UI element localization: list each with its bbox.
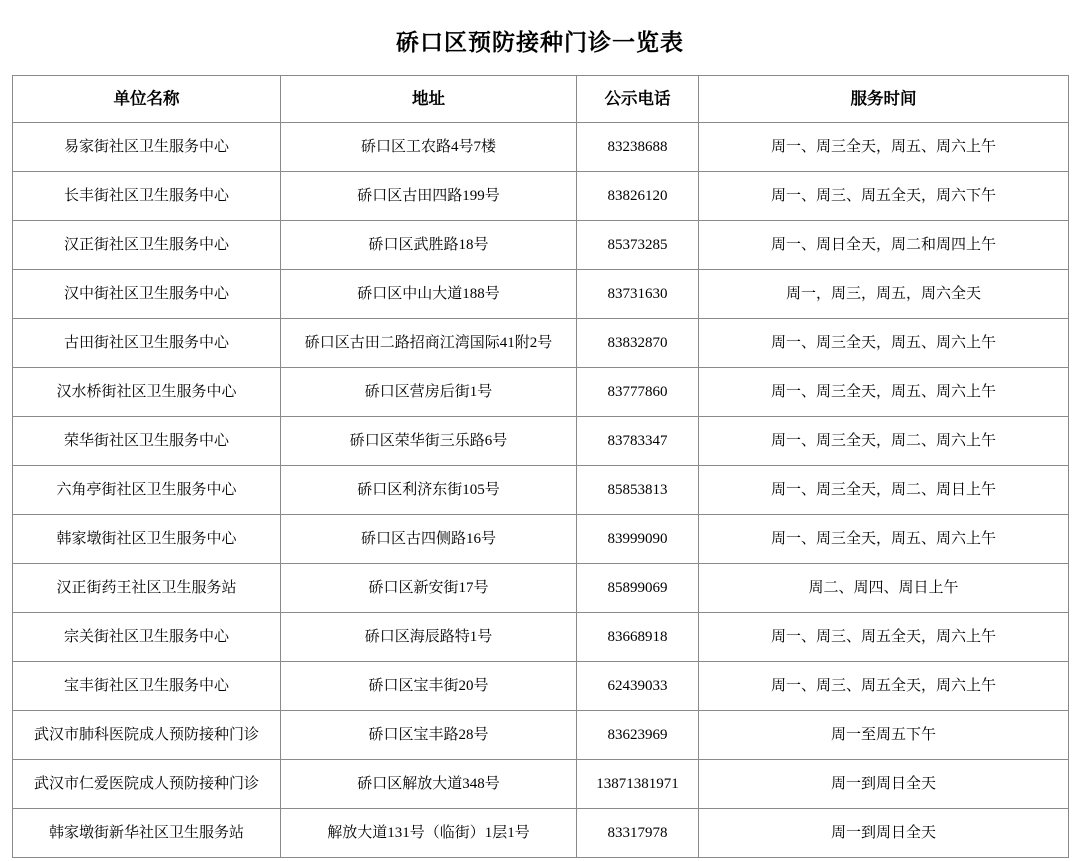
table-row: [13, 613, 1069, 662]
table-body: [13, 123, 1069, 858]
cell-phone: 85853813: [577, 466, 699, 515]
cell-address: 硚口区利济东街105号: [281, 466, 577, 515]
cell-name: 汉中街社区卫生服务中心: [13, 270, 281, 319]
cell-hours: 周一、周日全天，周二和周四上午: [699, 221, 1069, 270]
page-title: 硚口区预防接种门诊一览表: [396, 30, 684, 55]
cell-name: 武汉市肺科医院成人预防接种门诊: [13, 711, 281, 760]
table-row: [13, 711, 1069, 760]
cell-phone: 83317978: [577, 809, 699, 858]
table-row: [13, 172, 1069, 221]
table-row: [13, 221, 1069, 270]
cell-phone: 83777860: [577, 368, 699, 417]
cell-phone: 83832870: [577, 319, 699, 368]
cell-name: 武汉市仁爱医院成人预防接种门诊: [13, 760, 281, 809]
cell-address: 硚口区工农路4号7楼: [281, 123, 577, 172]
cell-name: 古田街社区卫生服务中心: [13, 319, 281, 368]
cell-phone: 62439033: [577, 662, 699, 711]
table-row: [13, 270, 1069, 319]
cell-address: 解放大道131号（临街）1层1号: [281, 809, 577, 858]
cell-name: 汉正街药王社区卫生服务站: [13, 564, 281, 613]
cell-hours: 周一、周三、周五全天，周六上午: [699, 613, 1069, 662]
cell-hours: 周一、周三、周五全天，周六下午: [699, 172, 1069, 221]
cell-address: 硚口区新安街17号: [281, 564, 577, 613]
table-header-row: [13, 76, 1069, 123]
column-header-hours: 服务时间: [699, 76, 1069, 123]
table-header: [13, 76, 1069, 123]
table-row: [13, 466, 1069, 515]
cell-phone: 83238688: [577, 123, 699, 172]
cell-phone: 83668918: [577, 613, 699, 662]
cell-name: 汉水桥街社区卫生服务中心: [13, 368, 281, 417]
table-row: [13, 564, 1069, 613]
cell-name: 汉正街社区卫生服务中心: [13, 221, 281, 270]
cell-hours: 周一、周三全天，周二、周六上午: [699, 417, 1069, 466]
cell-name: 宝丰街社区卫生服务中心: [13, 662, 281, 711]
cell-name: 宗关街社区卫生服务中心: [13, 613, 281, 662]
cell-hours: 周一、周三、周五全天，周六上午: [699, 662, 1069, 711]
table-row: [13, 515, 1069, 564]
cell-phone: 85373285: [577, 221, 699, 270]
cell-name: 韩家墩街新华社区卫生服务站: [13, 809, 281, 858]
cell-phone: 85899069: [577, 564, 699, 613]
cell-address: 硚口区解放大道348号: [281, 760, 577, 809]
column-header-phone: 公示电话: [577, 76, 699, 123]
table-row: [13, 417, 1069, 466]
cell-phone: 83623969: [577, 711, 699, 760]
column-header-name: 单位名称: [13, 76, 281, 123]
cell-hours: 周二、周四、周日上午: [699, 564, 1069, 613]
cell-hours: 周一、周三全天，周五、周六上午: [699, 319, 1069, 368]
cell-phone: 83999090: [577, 515, 699, 564]
table-row: [13, 809, 1069, 858]
table-row: [13, 368, 1069, 417]
cell-name: 易家街社区卫生服务中心: [13, 123, 281, 172]
cell-address: 硚口区营房后街1号: [281, 368, 577, 417]
table-row: [13, 760, 1069, 809]
table-row: [13, 319, 1069, 368]
cell-hours: 周一、周三全天，周五、周六上午: [699, 515, 1069, 564]
cell-address: 硚口区中山大道188号: [281, 270, 577, 319]
cell-hours: 周一到周日全天: [699, 760, 1069, 809]
cell-address: 硚口区古田二路招商江湾国际41附2号: [281, 319, 577, 368]
cell-name: 长丰街社区卫生服务中心: [13, 172, 281, 221]
cell-name: 六角亭街社区卫生服务中心: [13, 466, 281, 515]
cell-phone: 83826120: [577, 172, 699, 221]
cell-address: 硚口区海辰路特1号: [281, 613, 577, 662]
cell-address: 硚口区荣华街三乐路6号: [281, 417, 577, 466]
cell-phone: 13871381971: [577, 760, 699, 809]
cell-phone: 83783347: [577, 417, 699, 466]
cell-address: 硚口区古田四路199号: [281, 172, 577, 221]
cell-name: 荣华街社区卫生服务中心: [13, 417, 281, 466]
cell-hours: 周一到周日全天: [699, 809, 1069, 858]
cell-hours: 周一、周三全天，周五、周六上午: [699, 368, 1069, 417]
cell-address: 硚口区古四侧路16号: [281, 515, 577, 564]
cell-address: 硚口区宝丰路28号: [281, 711, 577, 760]
table-row: [13, 662, 1069, 711]
cell-phone: 83731630: [577, 270, 699, 319]
cell-hours: 周一，周三，周五，周六全天: [699, 270, 1069, 319]
cell-name: 韩家墩街社区卫生服务中心: [13, 515, 281, 564]
cell-hours: 周一至周五下午: [699, 711, 1069, 760]
cell-hours: 周一、周三全天，周二、周日上午: [699, 466, 1069, 515]
cell-address: 硚口区武胜路18号: [281, 221, 577, 270]
table-row: [13, 123, 1069, 172]
column-header-address: 地址: [281, 76, 577, 123]
cell-hours: 周一、周三全天，周五、周六上午: [699, 123, 1069, 172]
cell-address: 硚口区宝丰街20号: [281, 662, 577, 711]
clinic-list-table: [12, 75, 1069, 858]
